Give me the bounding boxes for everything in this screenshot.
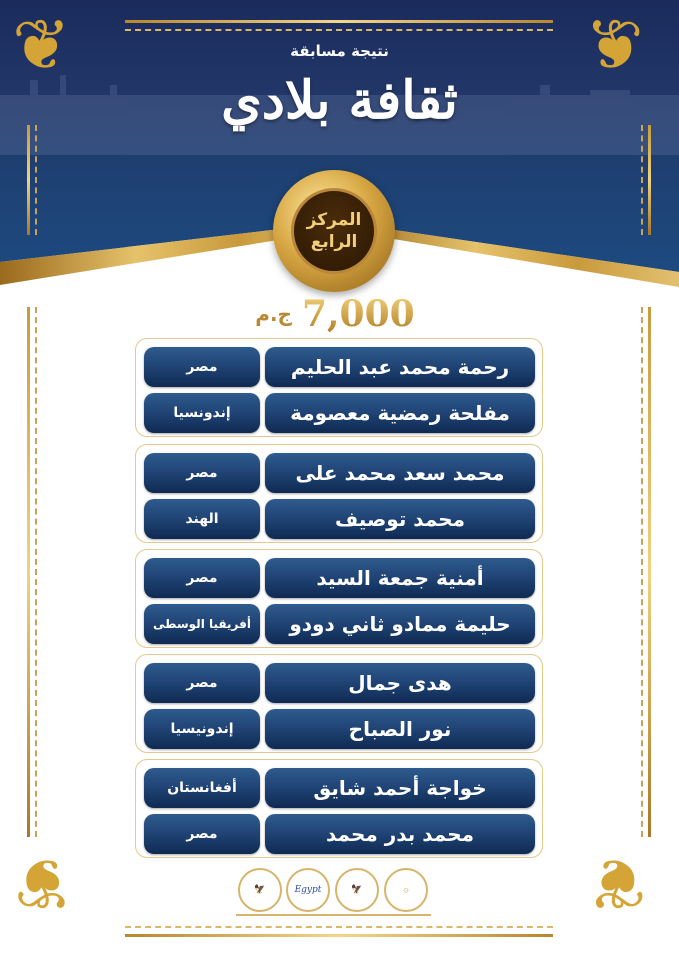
ornament-top-right-icon: ❦	[585, 4, 644, 86]
winner-country: الهند	[144, 499, 260, 539]
ornament-bottom-right-icon: ❦	[588, 842, 647, 924]
prize-value: 7,000	[301, 293, 415, 335]
body-left-gold-line	[27, 307, 30, 837]
winners-group-5	[135, 759, 543, 858]
winners-group-4	[135, 654, 543, 753]
header-left-gold-line	[27, 125, 30, 235]
egypt-logo-icon: Egypt	[286, 868, 330, 912]
winner-name: محمد توصيف	[265, 499, 535, 539]
prize-amount	[235, 292, 435, 336]
winner-row	[144, 558, 534, 598]
winner-row	[144, 663, 534, 703]
winner-row	[144, 499, 534, 539]
header-right-gold-line	[648, 125, 651, 235]
winner-row	[144, 347, 534, 387]
rank-medal	[273, 170, 395, 292]
logos-base-line	[236, 914, 431, 916]
prize-currency: ج.م	[255, 302, 292, 326]
winner-row	[144, 453, 534, 493]
winner-country: مصر	[144, 814, 260, 854]
header-left-dash-line	[35, 125, 37, 235]
winner-row	[144, 709, 534, 749]
eagle-emblem-logo-icon: 🦅	[238, 868, 282, 912]
top-gold-line	[125, 20, 553, 23]
rank-medal-line1: المركز	[306, 210, 362, 230]
top-gold-dash	[125, 29, 553, 31]
winner-country: مصر	[144, 663, 260, 703]
rank-medal-center	[291, 188, 377, 274]
ornament-top-left-icon: ❦	[12, 4, 71, 86]
winner-country: أفغانستان	[144, 768, 260, 808]
winner-name: حليمة ممادو ثاني دودو	[265, 604, 535, 644]
bottom-gold-dash	[125, 926, 553, 928]
header-right-dash-line	[641, 125, 643, 235]
winners-group-1	[135, 338, 543, 437]
winner-country: مصر	[144, 453, 260, 493]
winner-country: إندونسيا	[144, 393, 260, 433]
contest-title: ثقافة بلادي	[221, 70, 458, 131]
winner-name: مفلحة رمضية معصومة	[265, 393, 535, 433]
body-right-gold-line	[648, 307, 651, 837]
sponsor-logos	[236, 868, 431, 918]
winner-row	[144, 814, 534, 854]
rank-medal-line2: الرابع	[310, 232, 358, 252]
winner-name: هدى جمال	[265, 663, 535, 703]
ministry-emblem-logo-icon: 🦅	[335, 868, 379, 912]
winner-country: مصر	[144, 558, 260, 598]
winner-name: رحمة محمد عبد الحليم	[265, 347, 535, 387]
contest-subtitle: نتيجة مسابقة	[290, 42, 389, 60]
azhar-emblem-logo-icon: ۞	[384, 868, 428, 912]
body-left-dash-line	[35, 307, 37, 837]
body-right-dash-line	[641, 307, 643, 837]
winner-country: مصر	[144, 347, 260, 387]
winner-country: أفريقيا الوسطى	[144, 604, 260, 644]
winner-row	[144, 393, 534, 433]
winner-name: محمد سعد محمد على	[265, 453, 535, 493]
winner-row	[144, 604, 534, 644]
winners-group-2	[135, 444, 543, 543]
winner-name: نور الصباح	[265, 709, 535, 749]
bottom-gold-line	[125, 934, 553, 937]
winner-name: أمنية جمعة السيد	[265, 558, 535, 598]
ornament-bottom-left-icon: ❦	[14, 842, 73, 924]
winner-name: محمد بدر محمد	[265, 814, 535, 854]
winner-row	[144, 768, 534, 808]
winner-name: خواجة أحمد شايق	[265, 768, 535, 808]
winners-group-3	[135, 549, 543, 648]
winner-country: إندونيسيا	[144, 709, 260, 749]
